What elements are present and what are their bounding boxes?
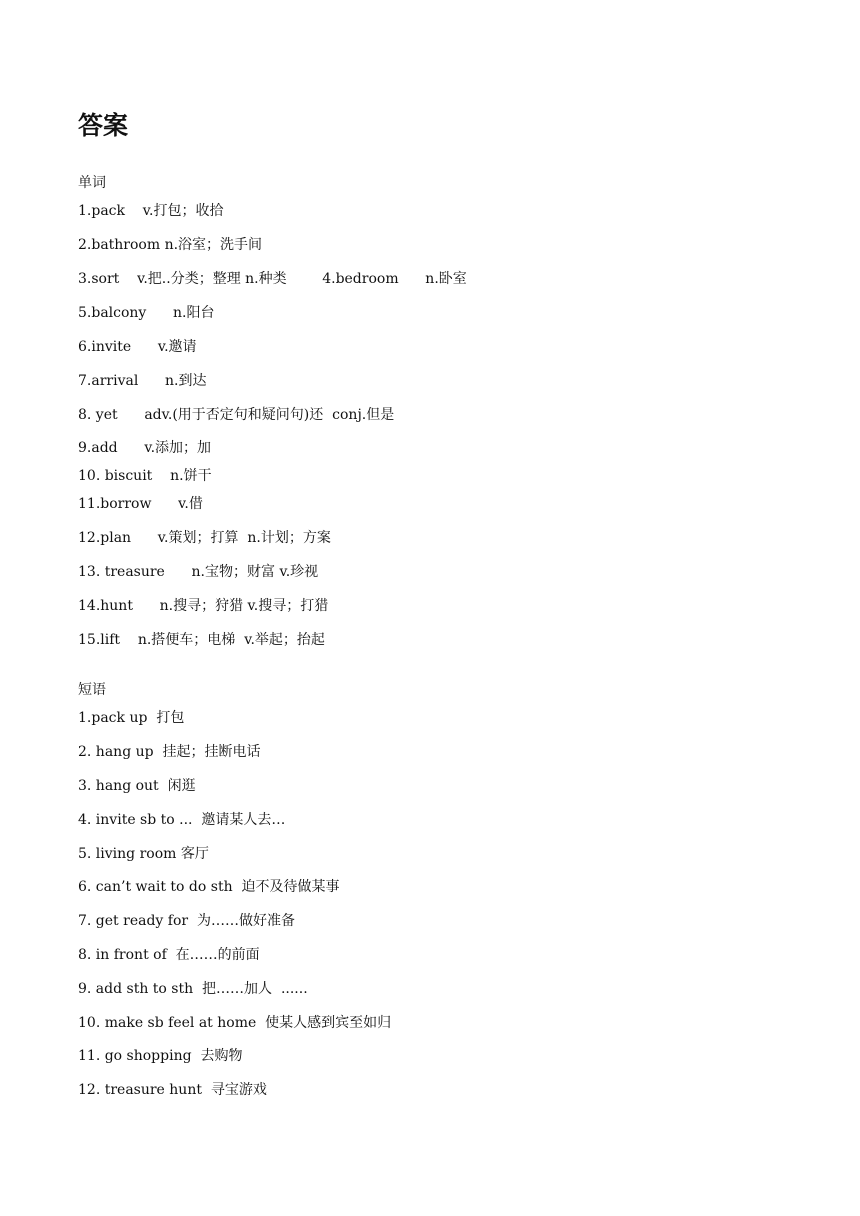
vocab-item: 7.arrival n.到达 <box>78 373 207 389</box>
vocab-item: 11.borrow v.借 <box>78 496 203 512</box>
phrase-item: 4. invite sb to ... 邀请某人去… <box>78 812 286 828</box>
phrases-heading: 短语 <box>78 682 106 698</box>
vocab-item: 12.plan v.策划；打算 n.计划；方案 <box>78 530 331 546</box>
phrase-item: 3. hang out 闲逛 <box>78 778 196 794</box>
vocab-item: 13. treasure n.宝物；财富 v.珍视 <box>78 564 319 580</box>
phrase-item: 10. make sb feel at home 使某人感到宾至如归 <box>78 1015 392 1031</box>
phrase-item: 5. living room 客厅 <box>78 846 209 862</box>
vocab-item: 2.bathroom n.浴室；洗手间 <box>78 237 263 253</box>
phrase-item: 12. treasure hunt 寻宝游戏 <box>78 1082 267 1098</box>
vocab-item: 3.sort v.把..分类；整理 n.种类 4.bedroom n.卧室 <box>78 271 467 287</box>
vocab-item: 10. biscuit n.饼干 <box>78 468 212 484</box>
vocab-item: 8. yet adv.(用于否定句和疑问句)还 conj.但是 <box>78 407 395 423</box>
phrase-item: 1.pack up 打包 <box>78 710 185 726</box>
phrase-item: 7. get ready for 为……做好准备 <box>78 913 295 929</box>
vocab-item: 15.lift n.搭便车；电梯 v.举起；抬起 <box>78 632 325 648</box>
phrase-item: 11. go shopping 去购物 <box>78 1048 243 1064</box>
vocab-item: 5.balcony n.阳台 <box>78 305 215 321</box>
phrase-item: 9. add sth to sth 把……加人 ...... <box>78 981 308 997</box>
vocab-item: 9.add v.添加；加 <box>78 440 212 456</box>
phrase-item: 2. hang up 挂起；挂断电话 <box>78 744 261 760</box>
phrase-item: 6. can’t wait to do sth 迫不及待做某事 <box>78 879 340 895</box>
phrase-item: 8. in front of 在……的前面 <box>78 947 260 963</box>
vocab-heading: 单词 <box>78 175 106 191</box>
vocab-item: 14.hunt n.搜寻；狩猎 v.搜寻；打猎 <box>78 598 329 614</box>
vocab-item: 6.invite v.邀请 <box>78 339 197 355</box>
vocab-item: 1.pack v.打包；收拾 <box>78 203 224 219</box>
page-title: 答案 <box>78 111 129 140</box>
